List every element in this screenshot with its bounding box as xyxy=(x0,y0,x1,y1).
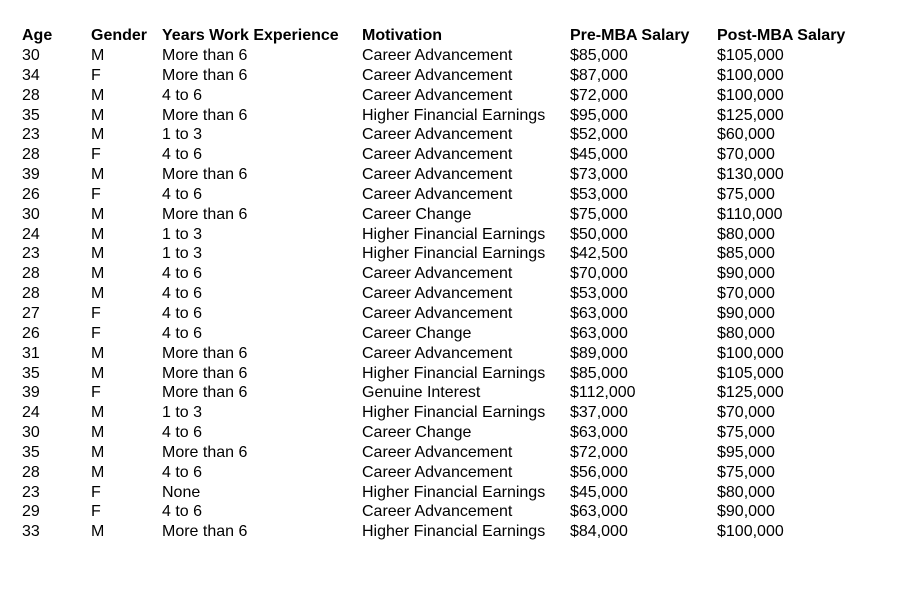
cell-age: 23 xyxy=(22,245,40,263)
cell-pre-mba-salary: $50,000 xyxy=(570,225,628,243)
cell-pre-mba-salary: $70,000 xyxy=(570,265,628,283)
cell-post-mba-salary: $90,000 xyxy=(717,265,775,283)
cell-gender: M xyxy=(91,463,105,481)
cell-post-mba-salary: $70,000 xyxy=(717,404,775,422)
cell-gender: M xyxy=(91,205,105,223)
cell-motivation: Higher Financial Earnings xyxy=(362,483,546,501)
cell-years-work-experience: More than 6 xyxy=(162,66,248,84)
cell-age: 34 xyxy=(22,66,40,84)
cell-gender: M xyxy=(91,285,105,303)
cell-years-work-experience: 4 to 6 xyxy=(162,265,203,283)
cell-years-work-experience: 1 to 3 xyxy=(162,126,203,144)
cell-years-work-experience: 4 to 6 xyxy=(162,463,203,481)
cell-motivation: Career Change xyxy=(362,424,472,442)
cell-pre-mba-salary: $84,000 xyxy=(570,523,628,541)
cell-post-mba-salary: $80,000 xyxy=(717,225,775,243)
cell-gender: M xyxy=(91,47,105,64)
cell-pre-mba-salary: $85,000 xyxy=(570,47,628,64)
table-row xyxy=(22,244,877,264)
cell-pre-mba-salary: $63,000 xyxy=(570,324,628,342)
cell-age: 27 xyxy=(22,304,40,322)
cell-post-mba-salary: $100,000 xyxy=(717,86,784,104)
header-gender: Gender xyxy=(91,27,148,44)
cell-post-mba-salary: $125,000 xyxy=(717,106,784,124)
cell-motivation: Career Change xyxy=(362,205,472,223)
cell-years-work-experience: More than 6 xyxy=(162,47,248,64)
cell-years-work-experience: None xyxy=(162,483,201,501)
cell-post-mba-salary: $90,000 xyxy=(717,304,775,322)
cell-motivation: Genuine Interest xyxy=(362,384,481,402)
table-row xyxy=(22,205,877,225)
cell-age: 35 xyxy=(22,443,40,461)
cell-motivation: Career Advancement xyxy=(362,443,513,461)
cell-gender: F xyxy=(91,483,101,501)
cell-age: 28 xyxy=(22,146,40,164)
header-row xyxy=(22,26,877,46)
cell-pre-mba-salary: $87,000 xyxy=(570,66,628,84)
mba-salary-table xyxy=(22,26,877,542)
table-row xyxy=(22,483,877,503)
cell-motivation: Career Advancement xyxy=(362,344,513,362)
cell-post-mba-salary: $70,000 xyxy=(717,285,775,303)
cell-post-mba-salary: $80,000 xyxy=(717,324,775,342)
cell-post-mba-salary: $75,000 xyxy=(717,463,775,481)
cell-post-mba-salary: $90,000 xyxy=(717,503,775,521)
cell-post-mba-salary: $100,000 xyxy=(717,66,784,84)
cell-years-work-experience: 4 to 6 xyxy=(162,324,203,342)
cell-years-work-experience: More than 6 xyxy=(162,344,248,362)
header-age: Age xyxy=(22,27,53,44)
cell-age: 31 xyxy=(22,344,40,362)
cell-post-mba-salary: $75,000 xyxy=(717,424,775,442)
cell-age: 30 xyxy=(22,47,40,64)
cell-pre-mba-salary: $63,000 xyxy=(570,304,628,322)
cell-motivation: Career Advancement xyxy=(362,185,513,203)
table-row xyxy=(22,423,877,443)
cell-post-mba-salary: $130,000 xyxy=(717,166,784,184)
cell-pre-mba-salary: $53,000 xyxy=(570,285,628,303)
cell-pre-mba-salary: $75,000 xyxy=(570,205,628,223)
cell-gender: M xyxy=(91,265,105,283)
cell-pre-mba-salary: $85,000 xyxy=(570,364,628,382)
table-row xyxy=(22,264,877,284)
table-row xyxy=(22,364,877,384)
cell-pre-mba-salary: $72,000 xyxy=(570,86,628,104)
cell-motivation: Career Advancement xyxy=(362,126,513,144)
table-row xyxy=(22,304,877,324)
cell-age: 28 xyxy=(22,265,40,283)
table-row xyxy=(22,284,877,304)
table-row xyxy=(22,46,877,66)
table-row xyxy=(22,443,877,463)
cell-years-work-experience: More than 6 xyxy=(162,443,248,461)
cell-motivation: Higher Financial Earnings xyxy=(362,225,546,243)
cell-pre-mba-salary: $37,000 xyxy=(570,404,628,422)
table-row xyxy=(22,185,877,205)
cell-pre-mba-salary: $89,000 xyxy=(570,344,628,362)
cell-pre-mba-salary: $45,000 xyxy=(570,483,628,501)
cell-gender: M xyxy=(91,344,105,362)
cell-pre-mba-salary: $72,000 xyxy=(570,443,628,461)
cell-years-work-experience: 1 to 3 xyxy=(162,225,203,243)
cell-gender: M xyxy=(91,245,105,263)
cell-pre-mba-salary: $63,000 xyxy=(570,503,628,521)
cell-pre-mba-salary: $73,000 xyxy=(570,166,628,184)
cell-years-work-experience: More than 6 xyxy=(162,106,248,124)
cell-motivation: Career Advancement xyxy=(362,463,513,481)
cell-post-mba-salary: $70,000 xyxy=(717,146,775,164)
cell-motivation: Career Advancement xyxy=(362,503,513,521)
cell-gender: F xyxy=(91,324,101,342)
cell-post-mba-salary: $60,000 xyxy=(717,126,775,144)
cell-years-work-experience: 4 to 6 xyxy=(162,304,203,322)
cell-age: 26 xyxy=(22,185,40,203)
cell-years-work-experience: 4 to 6 xyxy=(162,146,203,164)
cell-motivation: Higher Financial Earnings xyxy=(362,364,546,382)
cell-motivation: Higher Financial Earnings xyxy=(362,523,546,541)
cell-years-work-experience: 4 to 6 xyxy=(162,285,203,303)
cell-age: 26 xyxy=(22,324,40,342)
cell-gender: M xyxy=(91,364,105,382)
cell-post-mba-salary: $85,000 xyxy=(717,245,775,263)
table-row xyxy=(22,106,877,126)
cell-motivation: Higher Financial Earnings xyxy=(362,106,546,124)
cell-age: 24 xyxy=(22,225,40,243)
cell-years-work-experience: More than 6 xyxy=(162,523,248,541)
cell-years-work-experience: More than 6 xyxy=(162,384,248,402)
cell-pre-mba-salary: $112,000 xyxy=(570,384,636,402)
cell-age: 23 xyxy=(22,483,40,501)
table-row xyxy=(22,125,877,145)
cell-motivation: Career Advancement xyxy=(362,66,513,84)
cell-post-mba-salary: $110,000 xyxy=(717,205,783,223)
cell-motivation: Career Advancement xyxy=(362,166,513,184)
table-row xyxy=(22,145,877,165)
cell-motivation: Career Advancement xyxy=(362,47,513,64)
cell-years-work-experience: 4 to 6 xyxy=(162,503,203,521)
cell-pre-mba-salary: $53,000 xyxy=(570,185,628,203)
cell-motivation: Career Change xyxy=(362,324,472,342)
cell-motivation: Career Advancement xyxy=(362,304,513,322)
cell-motivation: Higher Financial Earnings xyxy=(362,404,546,422)
cell-gender: M xyxy=(91,404,105,422)
cell-age: 28 xyxy=(22,86,40,104)
cell-age: 30 xyxy=(22,205,40,223)
cell-pre-mba-salary: $63,000 xyxy=(570,424,628,442)
cell-age: 30 xyxy=(22,424,40,442)
cell-age: 33 xyxy=(22,523,40,541)
cell-post-mba-salary: $105,000 xyxy=(717,364,784,382)
cell-years-work-experience: More than 6 xyxy=(162,205,248,223)
cell-gender: M xyxy=(91,86,105,104)
cell-years-work-experience: More than 6 xyxy=(162,364,248,382)
cell-pre-mba-salary: $95,000 xyxy=(570,106,628,124)
cell-post-mba-salary: $75,000 xyxy=(717,185,775,203)
cell-motivation: Career Advancement xyxy=(362,86,513,104)
cell-age: 39 xyxy=(22,166,40,184)
cell-years-work-experience: 1 to 3 xyxy=(162,245,203,263)
header-years-work-experience: Years Work Experience xyxy=(162,27,339,44)
cell-gender: M xyxy=(91,443,105,461)
table-row xyxy=(22,463,877,483)
cell-post-mba-salary: $105,000 xyxy=(717,47,784,64)
cell-gender: M xyxy=(91,523,105,541)
table-row xyxy=(22,403,877,423)
table-row xyxy=(22,225,877,245)
table-row xyxy=(22,86,877,106)
cell-age: 23 xyxy=(22,126,40,144)
cell-motivation: Career Advancement xyxy=(362,285,513,303)
cell-age: 28 xyxy=(22,285,40,303)
cell-post-mba-salary: $95,000 xyxy=(717,443,775,461)
header-post-mba-salary: Post-MBA Salary xyxy=(717,27,846,44)
cell-pre-mba-salary: $52,000 xyxy=(570,126,628,144)
cell-gender: M xyxy=(91,166,105,184)
cell-years-work-experience: 1 to 3 xyxy=(162,404,203,422)
table-row xyxy=(22,66,877,86)
cell-age: 28 xyxy=(22,463,40,481)
cell-post-mba-salary: $80,000 xyxy=(717,483,775,501)
cell-gender: M xyxy=(91,106,105,124)
table-row xyxy=(22,324,877,344)
cell-gender: M xyxy=(91,126,105,144)
cell-post-mba-salary: $125,000 xyxy=(717,384,784,402)
cell-gender: M xyxy=(91,225,105,243)
cell-gender: F xyxy=(91,503,101,521)
cell-motivation: Career Advancement xyxy=(362,265,513,283)
cell-motivation: Career Advancement xyxy=(362,146,513,164)
cell-gender: M xyxy=(91,424,105,442)
cell-pre-mba-salary: $42,500 xyxy=(570,245,628,263)
cell-age: 24 xyxy=(22,404,40,422)
cell-pre-mba-salary: $45,000 xyxy=(570,146,628,164)
table-row xyxy=(22,165,877,185)
cell-post-mba-salary: $100,000 xyxy=(717,344,784,362)
table-row xyxy=(22,344,877,364)
cell-age: 35 xyxy=(22,106,40,124)
cell-age: 35 xyxy=(22,364,40,382)
cell-gender: F xyxy=(91,384,101,402)
cell-pre-mba-salary: $56,000 xyxy=(570,463,628,481)
cell-gender: F xyxy=(91,66,101,84)
cell-years-work-experience: 4 to 6 xyxy=(162,185,203,203)
table-row xyxy=(22,383,877,403)
cell-age: 39 xyxy=(22,384,40,402)
cell-post-mba-salary: $100,000 xyxy=(717,523,784,541)
header-pre-mba-salary: Pre-MBA Salary xyxy=(570,27,690,44)
table-body xyxy=(22,46,877,542)
cell-years-work-experience: 4 to 6 xyxy=(162,424,203,442)
cell-gender: F xyxy=(91,304,101,322)
header-motivation: Motivation xyxy=(362,27,442,44)
cell-years-work-experience: 4 to 6 xyxy=(162,86,203,104)
cell-gender: F xyxy=(91,146,101,164)
cell-motivation: Higher Financial Earnings xyxy=(362,245,546,263)
table-row xyxy=(22,522,877,542)
table-row xyxy=(22,502,877,522)
cell-years-work-experience: More than 6 xyxy=(162,166,248,184)
cell-gender: F xyxy=(91,185,101,203)
cell-age: 29 xyxy=(22,503,40,521)
